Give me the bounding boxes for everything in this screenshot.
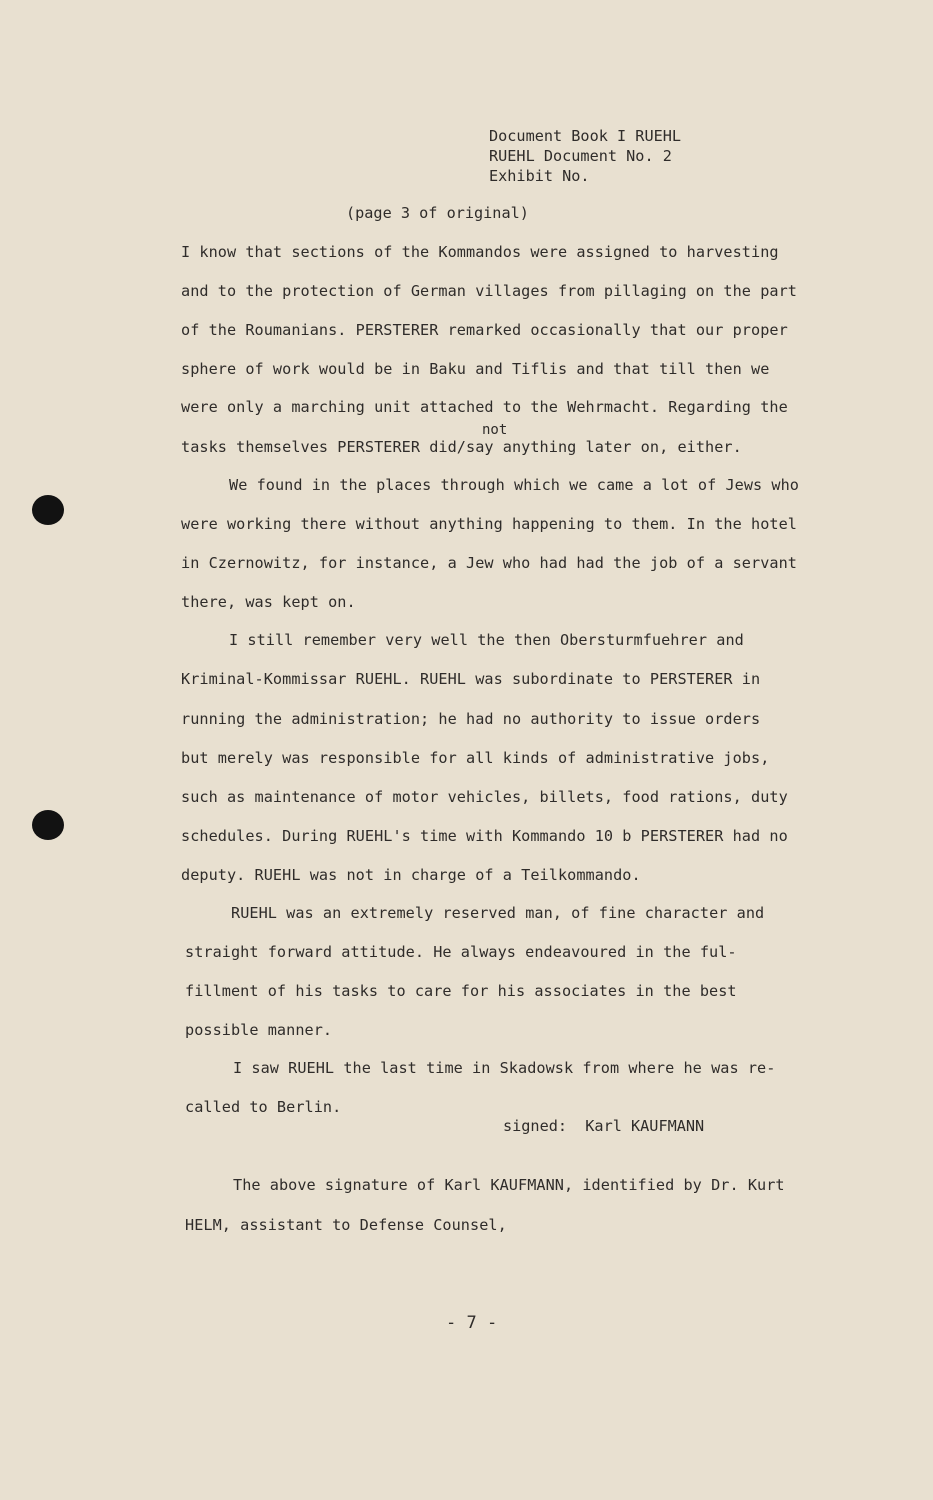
- page-number: - 7 -: [446, 1313, 498, 1333]
- body-line: possible manner.: [185, 1021, 333, 1039]
- body-line: running the administration; he had no authority to issue orders: [181, 710, 761, 728]
- body-line: called to Berlin.: [185, 1098, 342, 1116]
- body-line: fillment of his tasks to care for his associates in the best: [185, 982, 737, 1000]
- body-line: Kriminal-Kommissar RUEHL. RUEHL was subordinate to PERSTERER in: [181, 670, 761, 688]
- page-reference: (page 3 of original): [346, 204, 529, 222]
- punch-hole: [32, 810, 64, 840]
- header-exhibit-number: Exhibit No.: [489, 167, 590, 185]
- punch-hole: [32, 495, 64, 525]
- body-line: sphere of work would be in Baku and Tiflis and that till then we: [181, 360, 770, 378]
- body-line: We found in the places through which we came a lot of Jews who: [229, 476, 800, 494]
- body-line: The above signature of Karl KAUFMANN, identified by Dr. Kurt: [233, 1176, 785, 1194]
- body-line: schedules. During RUEHL's time with Kommando 10 b PERSTERER had no: [181, 827, 788, 845]
- body-line: I saw RUEHL the last time in Skadowsk from where he was re-: [233, 1059, 776, 1077]
- header-document-book: Document Book I RUEHL: [489, 127, 682, 145]
- body-line: I know that sections of the Kommandos were assigned to harvesting: [181, 243, 779, 261]
- body-line: of the Roumanians. PERSTERER remarked occasionally that our proper: [181, 321, 788, 339]
- body-line: deputy. RUEHL was not in charge of a Teilkommando.: [181, 866, 641, 884]
- body-line: were only a marching unit attached to the Wehrmacht. Regarding the: [181, 398, 788, 416]
- body-line: I still remember very well the then Obersturmfuehrer and: [229, 631, 744, 649]
- body-line: but merely was responsible for all kinds of administrative jobs,: [181, 749, 770, 767]
- inserted-word: not: [482, 422, 508, 438]
- body-line: tasks themselves PERSTERER did/say anything later on, either.: [181, 438, 742, 456]
- body-line: HELM, assistant to Defense Counsel,: [185, 1216, 507, 1234]
- body-line: in Czernowitz, for instance, a Jew who had had the job of a servant: [181, 554, 797, 572]
- body-line: were working there without anything happening to them. In the hotel: [181, 515, 797, 533]
- body-line: RUEHL was an extremely reserved man, of fine character and: [231, 904, 765, 922]
- body-line: there, was kept on.: [181, 593, 356, 611]
- body-line: and to the protection of German villages from pillaging on the part: [181, 282, 797, 300]
- body-line: such as maintenance of motor vehicles, billets, food rations, duty: [181, 788, 788, 806]
- header-document-number: RUEHL Document No. 2: [489, 147, 672, 165]
- signature-line: signed: Karl KAUFMANN: [503, 1117, 705, 1135]
- body-line: straight forward attitude. He always endeavoured in the ful-: [185, 943, 737, 961]
